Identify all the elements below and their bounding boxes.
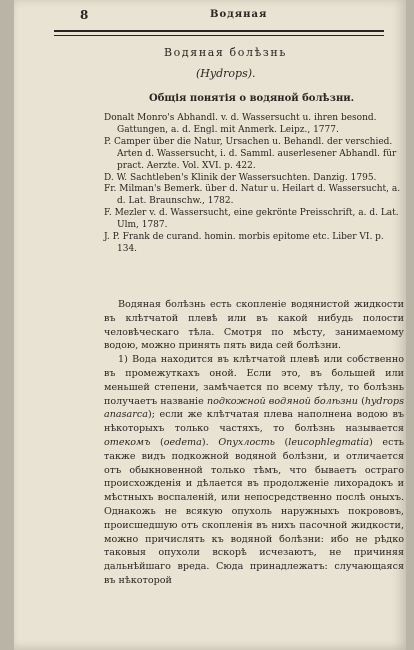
book-page	[14, 0, 406, 650]
text-run: (	[150, 436, 164, 448]
term-italic: отекомъ	[104, 436, 151, 448]
text-run: 1) Вода находится въ клѣтчатой плевѣ или собственно въ промежуткахъ оной. Если это, въ большей или меньшей степени, замѣчается по всему тѣлу, то болѣзнь получаетъ названіе	[104, 354, 404, 407]
bibliography	[104, 113, 404, 256]
bibliography-entry: Donalt Monro's Abhandl. v. d. Wassersucht u. ihren besond. Gattungen, a. d. Engl. mit Anmerk. Leipz., 1777.	[104, 113, 377, 135]
bibliography-entry: D. W. Sachtleben's Klinik der Wassersuchten. Danzig. 1795.	[104, 172, 377, 183]
text-run: (	[357, 395, 365, 407]
term-italic: Опухлость	[218, 436, 275, 448]
header-rule	[54, 30, 384, 36]
bibliography-entry: J. P. Frank de curand. homin. morbis epitome etc. Liber VI. p. 134.	[104, 232, 384, 254]
text-run: (	[274, 436, 289, 448]
text-run: ); если же клѣтчатая плева наполнена водою въ нѣкоторыхъ только частяхъ, то болѣзнь называется	[104, 409, 404, 435]
term-italic: oedema	[163, 436, 202, 448]
chapter-title: Водяная болѣзнь	[164, 46, 287, 59]
running-head: Водяная	[210, 9, 268, 20]
chapter-subtitle: (Hydrops).	[196, 67, 256, 80]
paragraph: Водяная болѣзнь есть скопленіе водянистой жидкости въ клѣтчатой плевѣ или въ какой нибудь полости человѣческаго тѣла. Смотря по мѣсту, занимаемому водою, можно принять пять вида сей болѣзни.	[104, 299, 404, 352]
page-number: 8	[80, 8, 89, 22]
page-header	[80, 8, 370, 22]
bibliography-entry: F. Mezler v. d. Wassersucht, eine gekrönte Preisschrift, a. d. Lat. Ulm, 1787.	[104, 208, 399, 231]
term-italic: подкожной водяной болѣзни	[206, 395, 358, 407]
section-heading: Общія понятія о водяной болѣзни.	[149, 93, 355, 104]
paragraph	[104, 353, 404, 588]
body-text	[104, 298, 404, 588]
bibliography-entry: P. Camper über die Natur, Ursachen u. Behandl. der verschied. Arten d. Wassersucht, i. d. Samml. auserlesener Abhandl. für pract. Aerzte. Vol. XVI. p. 422.	[104, 136, 397, 171]
term-italic: leucophlegmatia	[288, 436, 370, 448]
text-run: ) есть также видъ подкожной водяной болѣзни, и отличается отъ обыкновенной только тѣмъ, что бываетъ остраго происхожденія и дѣлается въ продолженіе лихорадокъ и мѣстныхъ воспаленій, или непосредственно послѣ оныхъ. Однакожь не всякую опухоль наружныхъ покрововъ, происшедшую отъ скопленія въ нихъ пасочной жидкости, можно причислять къ водяной болѣзни: ибо не рѣдко таковыя опухоли вскорѣ исчезаютъ, не причиняя дальнѣйшаго вреда. Сюда принадлежатъ: случающаяся въ нѣкоторой	[104, 436, 405, 586]
text-run: ).	[201, 436, 219, 448]
bibliography-entry: Fr. Milman's Bemerk. über d. Natur u. Heilart d. Wassersucht, a. d. Lat. Braunschw., 1782.	[104, 184, 401, 207]
term-italic: hydrops anasarca	[104, 395, 404, 421]
